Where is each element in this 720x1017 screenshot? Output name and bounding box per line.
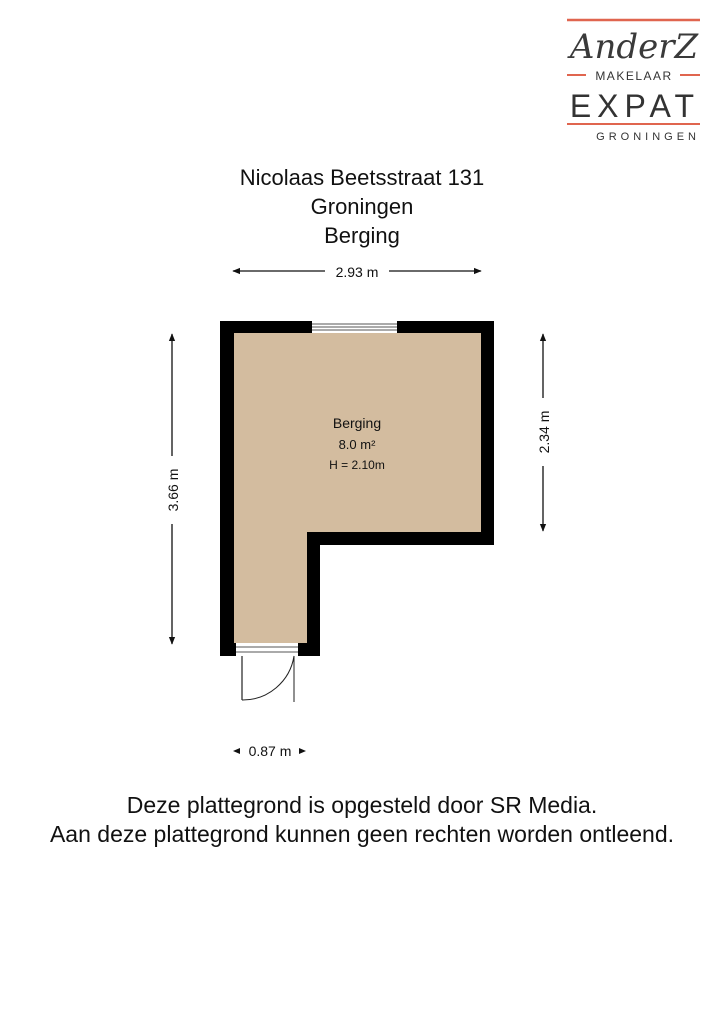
dimension-door-arrow-left [233,748,240,754]
room-name-label: Berging [332,415,382,431]
room-title: Berging [324,223,400,248]
room-height-label: H = 2.10m [329,458,385,472]
address-title: Nicolaas Beetsstraat 131 [239,165,485,190]
logo-expat-text: EXPAT [569,88,700,124]
dimension-right [536,334,552,531]
dimension-top [233,264,481,280]
dimension-left [165,334,181,644]
dimension-door-label: 0.87 m [248,743,292,759]
door [236,643,298,702]
dimension-top-label: 2.93 m [335,264,379,280]
dimension-door-arrow-right [299,748,306,754]
logo-groningen-text: GRONINGEN [596,131,700,143]
room-floor [234,333,481,643]
city-title: Groningen [310,194,414,219]
door-swing-arc [242,656,294,700]
dimension-left-label: 3.66 m [165,468,181,512]
logo-makelaar-text: MAKELAAR [595,69,673,83]
window [312,321,397,333]
dimension-door [233,743,306,759]
disclaimer-line-1: Deze plattegrond is opgesteld door SR Media. [126,792,598,818]
disclaimer-line-2: Aan deze plattegrond kunnen geen rechten worden ontleend. [49,821,675,847]
logo-anderz-text: AnderZ [569,27,699,67]
room-area-label: 8.0 m² [338,437,376,452]
dimension-right-label: 2.34 m [536,410,552,454]
